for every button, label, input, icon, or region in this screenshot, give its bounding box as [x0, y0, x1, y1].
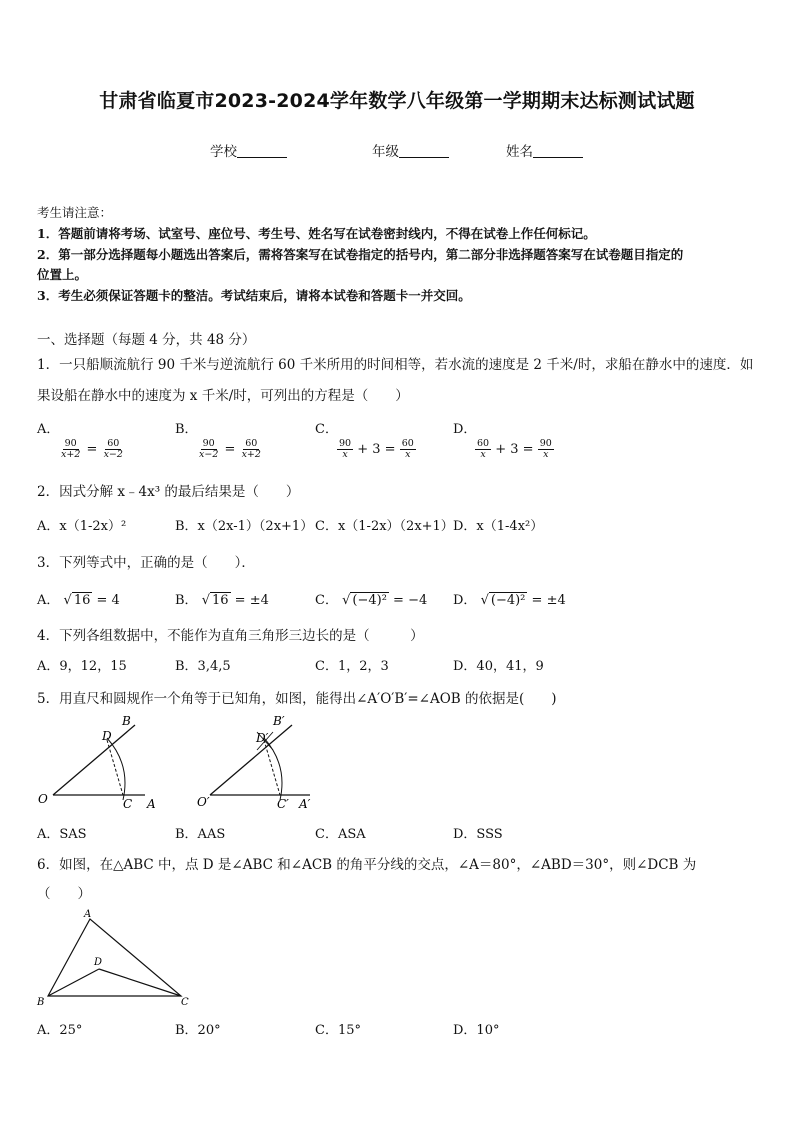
grade-label: 年级 — [372, 144, 399, 160]
notice-item-2-cont: 位置上。 — [37, 267, 88, 282]
q3-option-a[interactable] — [37, 589, 120, 608]
q6-option-d[interactable]: D．10° — [453, 1023, 500, 1038]
frac-num: 90 — [339, 438, 352, 449]
q1-option-c[interactable] — [315, 418, 416, 460]
question-3-stem: 3．下列等式中，正确的是（ ）． — [37, 555, 255, 571]
frac-num: 90 — [539, 438, 552, 449]
label-A: A — [147, 797, 156, 811]
label-D-prime: D′ — [256, 731, 269, 745]
frac-num: 90 — [202, 438, 215, 449]
label-O-prime: O′ — [197, 795, 210, 809]
rhs: = 4 — [92, 593, 120, 608]
equals: = — [224, 442, 236, 457]
frac-num: 60 — [477, 438, 490, 449]
equals: = — [86, 442, 98, 457]
q3-option-b-formula: √ 16 = ±4 — [201, 593, 269, 608]
q1-option-d-label: D． — [453, 422, 477, 437]
frac-den: x−2 — [199, 449, 219, 460]
q4-option-b[interactable]: B．3,4,5 — [175, 659, 231, 674]
q3-option-d-label: D． — [453, 593, 477, 608]
q6-option-a[interactable]: A．25° — [37, 1023, 83, 1038]
label-A: A — [84, 909, 92, 920]
q4-option-a[interactable]: A．9，12，15 — [37, 659, 127, 674]
question-5-stem: 5．用直尺和圆规作一个角等于已知角，如图，能得出∠A′O′B′=∠AOB 的依据是( ) — [37, 691, 557, 707]
triangle-figure — [33, 905, 203, 1010]
q5-option-a[interactable]: A．SAS — [37, 827, 87, 842]
label-O: O — [38, 792, 48, 806]
label-D: D — [94, 957, 103, 968]
q1-option-d-formula — [475, 439, 554, 460]
grade-field — [372, 140, 449, 160]
label-C: C — [123, 797, 133, 811]
q3-option-c-formula: √ (−4)² = −4 — [342, 593, 428, 608]
label-C: C — [181, 997, 189, 1008]
q5-option-c[interactable]: C．ASA — [315, 827, 366, 842]
frac-num: 60 — [401, 438, 414, 449]
q3-option-d-formula: √ (−4)² = ±4 — [480, 593, 566, 608]
q3-option-d[interactable] — [453, 589, 566, 608]
radicand: (−4)² — [352, 593, 387, 608]
q5-option-b[interactable]: B．AAS — [175, 827, 226, 842]
notice-heading: 考生请注意： — [37, 205, 113, 220]
q2-option-a[interactable]: A．x（1-2x）² — [37, 519, 127, 534]
page-title: 甘肃省临夏市2023-2024学年数学八年级第一学期期末达标测试试题 — [99, 90, 695, 112]
q3-option-c[interactable] — [315, 589, 427, 608]
q1-option-d[interactable] — [453, 418, 554, 460]
question-6-paren: （ ） — [37, 886, 91, 902]
frac-den: x−2 — [103, 449, 123, 460]
grade-blank — [399, 143, 449, 158]
operator: + 3 = — [495, 442, 534, 457]
q1-option-b[interactable] — [175, 418, 263, 460]
q3-option-c-label: C． — [315, 593, 338, 608]
label-D: D — [102, 729, 112, 743]
label-B-prime: B′ — [273, 714, 285, 728]
q6-option-c[interactable]: C．15° — [315, 1023, 361, 1038]
section-heading: 一、选择题（每题 4 分，共 48 分） — [37, 332, 256, 348]
radicand: (−4)² — [490, 593, 526, 608]
operator: + 3 = — [357, 442, 396, 457]
frac-den: x — [405, 449, 411, 460]
q3-option-a-formula: √ 16 = 4 — [63, 593, 120, 608]
label-B: B — [37, 997, 45, 1008]
notice-item-2: 2．第一部分选择题每小题选出答案后，需将答案写在试卷指定的括号内，第二部分非选择题答案写在试卷题目指定的 — [37, 247, 684, 262]
q2-option-b[interactable]: B．x（2x-1）（2x+1） — [175, 519, 314, 534]
q3-option-b[interactable] — [175, 589, 269, 608]
q1-option-b-label: B． — [175, 422, 198, 437]
label-C-prime: C′ — [277, 797, 289, 811]
name-blank — [533, 143, 583, 158]
frac-den: x — [342, 449, 348, 460]
frac-num: 60 — [245, 438, 258, 449]
rhs: = −4 — [388, 593, 428, 608]
frac-den: x — [480, 449, 486, 460]
school-field — [210, 140, 287, 160]
label-A-prime: A′ — [299, 797, 311, 811]
q4-option-c[interactable]: C．1，2，3 — [315, 659, 389, 674]
rhs: = ±4 — [230, 593, 269, 608]
question-4-stem: 4．下列各组数据中，不能作为直角三角形三边长的是（ ） — [37, 628, 424, 644]
radicand: 16 — [212, 593, 229, 608]
q1-option-c-label: C． — [315, 422, 338, 437]
question-2-stem: 2．因式分解 x﹣4x³ 的最后结果是（ ） — [37, 484, 300, 500]
question-1-stem-cont: 果设船在静水中的速度为 x 千米/时，可列出的方程是（ ） — [37, 388, 409, 404]
q1-option-c-formula — [337, 439, 416, 460]
school-blank — [237, 143, 287, 158]
q1-option-b-formula — [197, 439, 263, 460]
q3-option-a-label: A． — [37, 593, 60, 608]
q5-option-d[interactable]: D．SSS — [453, 827, 503, 842]
frac-num: 90 — [64, 438, 77, 449]
name-field — [506, 140, 583, 160]
q1-option-a-label: A． — [37, 422, 60, 437]
name-label: 姓名 — [506, 144, 533, 160]
label-B: B — [122, 714, 131, 728]
q1-option-a-formula — [59, 439, 125, 460]
q2-option-c[interactable]: C．x（1-2x）（2x+1） — [315, 519, 454, 534]
frac-den: x — [543, 449, 549, 460]
q6-option-b[interactable]: B．20° — [175, 1023, 221, 1038]
q4-option-d[interactable]: D．40，41，9 — [453, 659, 544, 674]
question-6-stem: 6．如图，在△ABC 中，点 D 是∠ABC 和∠ACB 的角平分线的交点，∠A＝80°，∠ABD＝30°，则∠DCB 为 — [37, 857, 697, 873]
notice-item-3: 3．考生必须保证答题卡的整洁。考试结束后，请将本试卷和答题卡一并交回。 — [37, 288, 471, 303]
question-1-stem: 1．一只船顺流航行 90 千米与逆流航行 60 千米所用的时间相等，若水流的速度是 2 千米/时，求船在静水中的速度．如 — [37, 357, 754, 373]
q3-option-b-label: B． — [175, 593, 198, 608]
q1-option-a[interactable] — [37, 418, 125, 460]
radicand: 16 — [73, 593, 91, 608]
school-label: 学校 — [210, 144, 237, 160]
notice-item-1: 1．答题前请将考场、试室号、座位号、考生号、姓名写在试卷密封线内，不得在试卷上作任何标记。 — [37, 226, 596, 241]
angle-construction-figure — [35, 710, 325, 815]
q2-option-d[interactable]: D．x（1-4x²） — [453, 519, 544, 534]
frac-num: 60 — [107, 438, 120, 449]
rhs: = ±4 — [527, 593, 566, 608]
frac-den: x+2 — [61, 449, 81, 460]
frac-den: x+2 — [241, 449, 261, 460]
